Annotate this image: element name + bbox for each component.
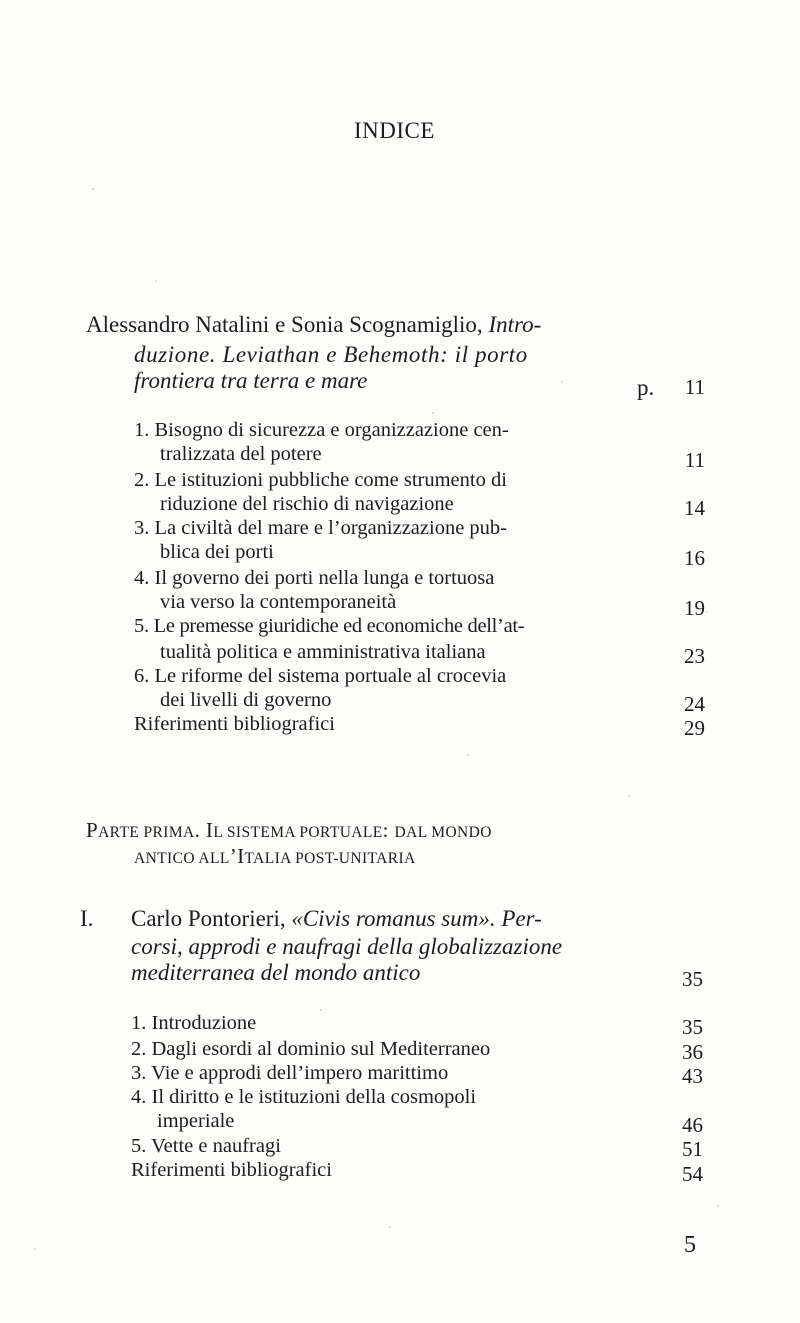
page-ref: 43 — [682, 1064, 703, 1088]
page-number: 5 — [684, 1232, 696, 1258]
page-ref: 11 — [684, 448, 705, 472]
subsection-line: tralizzata del potere — [160, 443, 322, 465]
entry-title: «Civis romanus sum». Per- — [291, 906, 542, 931]
part-heading-line: PARTE PRIMA. IL SISTEMA PORTUALE: DAL MONDO — [86, 818, 492, 842]
chapter-numeral: I. — [80, 906, 94, 931]
subsection-line: Riferimenti bibliografici — [134, 713, 335, 735]
page-ref: 36 — [682, 1040, 703, 1064]
page-ref: 51 — [682, 1137, 703, 1161]
subsection-line: 1. Introduzione — [131, 1012, 257, 1034]
subsection-line: Riferimenti bibliografici — [131, 1159, 332, 1181]
subsection-line: 4. Il diritto e le istituzioni della cosmopoli — [131, 1086, 477, 1108]
page-ref: 11 — [684, 375, 705, 399]
subsection-line: 4. Il governo dei porti nella lunga e tortuosa — [134, 567, 495, 589]
page-ref: 35 — [682, 1015, 703, 1039]
page-ref: 19 — [684, 596, 705, 620]
subsection-line: 5. Le premesse giuridiche ed economiche dell’at- — [134, 615, 525, 637]
subsection-line: 2. Dagli esordi al dominio sul Mediterraneo — [131, 1038, 491, 1060]
entry-title-line: mediterranea del mondo antico — [131, 960, 421, 985]
subsection-line: 3. La civiltà del mare e l’organizzazione pub- — [134, 517, 508, 539]
entry-title-line: corsi, approdi e naufragi della globalizzazione — [131, 934, 563, 959]
page-ref: 54 — [682, 1162, 703, 1186]
page-ref: 23 — [684, 644, 705, 668]
subsection-line: 1. Bisogno di sicurezza e organizzazione cen- — [134, 419, 509, 441]
page-ref: 14 — [684, 496, 705, 520]
entry-line — [131, 906, 542, 931]
entry-author: Carlo Pontorieri, — [131, 906, 286, 931]
subsection-line: 3. Vie e approdi dell’impero marittimo — [131, 1062, 449, 1084]
subsection-line: 5. Vette e naufragi — [131, 1135, 281, 1157]
subsection-line: via verso la contemporaneità — [160, 591, 397, 613]
entry-title-line: duzione. Leviathan e Behemoth: il porto — [134, 342, 528, 367]
subsection-line: 6. Le riforme del sistema portuale al crocevia — [134, 665, 507, 687]
entry-author: Alessandro Natalini e Sonia Scognamiglio, — [86, 312, 483, 337]
subsection-line: riduzione del rischio di navigazione — [160, 493, 454, 515]
subsection-line: blica dei porti — [160, 541, 274, 563]
entry-title-line: frontiera tra terra e mare — [134, 368, 368, 393]
subsection-line: dei livelli di governo — [160, 689, 332, 711]
page-ref: 16 — [684, 546, 705, 570]
page-title: INDICE — [354, 118, 435, 143]
part-heading-line: ANTICO ALL’ITALIA POST-UNITARIA — [134, 844, 416, 868]
page-ref: 46 — [682, 1113, 703, 1137]
subsection-line: imperiale — [157, 1110, 235, 1132]
page-prefix: p. — [637, 375, 655, 400]
entry-title: Intro- — [488, 312, 542, 337]
subsection-line: 2. Le istituzioni pubbliche come strumento di — [134, 469, 507, 491]
subsection-line: tualità politica e amministrativa italiana — [160, 641, 486, 663]
page-ref: 24 — [684, 692, 705, 716]
entry-line — [86, 312, 541, 337]
page-ref: 29 — [684, 716, 705, 740]
page-ref: 35 — [682, 967, 703, 991]
